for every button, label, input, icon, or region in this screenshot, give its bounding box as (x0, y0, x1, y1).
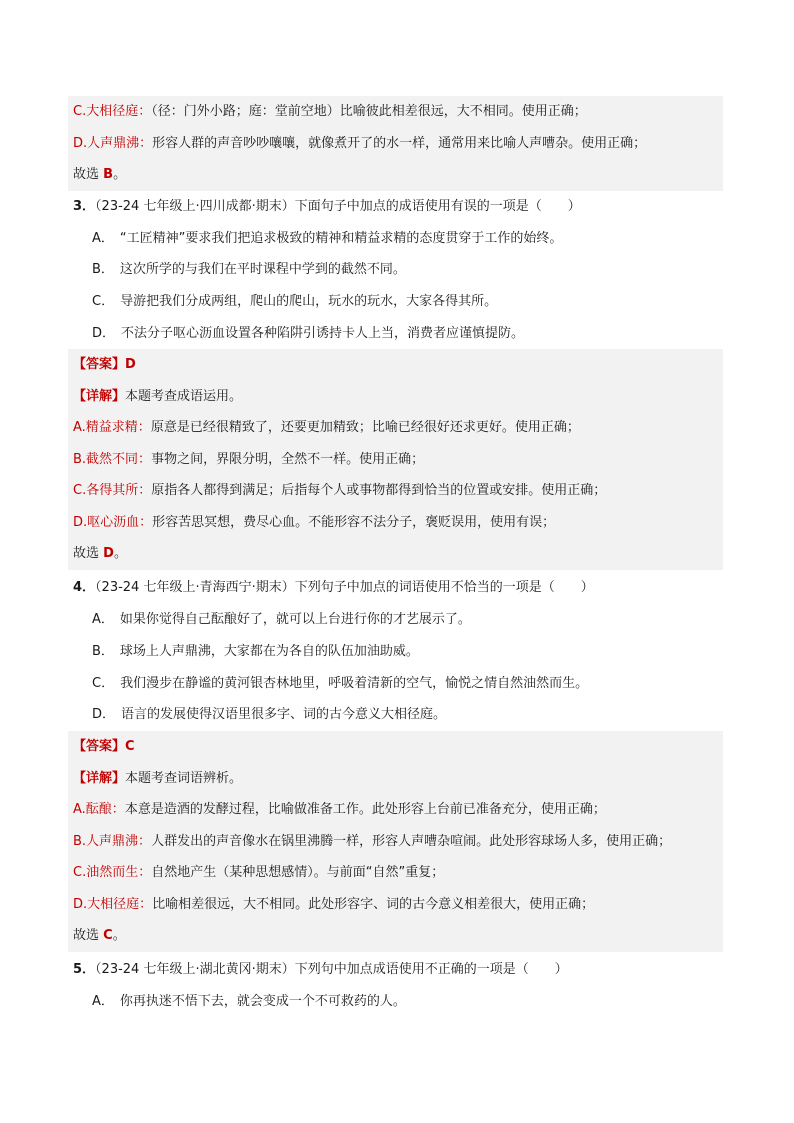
explanation-line (73, 444, 723, 476)
idiom-definition: 形容苦思冥想，费尽心血。不能形容不法分子，褒贬误用，使用有误； (152, 514, 556, 530)
question-4-option-b (92, 636, 419, 667)
question-5-option-a (92, 986, 406, 1017)
option-text: 你再执迷不悟下去，就会变成一个不可救药的人。 (119, 994, 406, 1009)
idiom-definition: 比喻相差很远，大不相同。此处形容字、词的古今意义相差很大，使用正确； (152, 896, 595, 912)
idiom-definition: 原指各人都得到满足；后指每个人或事物都得到恰当的位置或安排。使用正确； (151, 483, 607, 498)
answer-line (73, 349, 723, 381)
conclusion-suffix: 。 (112, 928, 126, 943)
explanation-line (73, 128, 723, 160)
option-text: 不法分子呕心沥血设置各种陷阱引诱持卡人上当，消费者应谨慎提防。 (121, 326, 525, 341)
idiom-definition: 本意是造酒的发酵过程，比喻做准备工作。此处形容上台前已准备充分，使用正确； (124, 802, 606, 817)
option-text: 导游把我们分成两组，爬山的爬山，玩水的玩水，大家各得其所。 (120, 294, 498, 309)
option-text: 如果你觉得自己酝酿好了，就可以上台进行你的才艺展示了。 (119, 612, 471, 627)
conclusion-choice: D (103, 546, 114, 561)
question-5-stem (73, 954, 568, 985)
conclusion-suffix: 。 (113, 167, 127, 182)
conclusion-line (73, 159, 723, 191)
question-text: （23-24 七年级上·四川成都·期末）下面句子中加点的成语使用有误的一项是（ ） (95, 199, 581, 214)
answer-value: D (125, 357, 136, 372)
explanation-line (73, 889, 723, 921)
question-3-stem (73, 191, 581, 222)
idiom-term: D.人声鼎沸： (73, 135, 153, 151)
explanation-line (73, 96, 723, 128)
idiom-term: B.截然不同： (73, 451, 152, 467)
detail-tag: 【详解】 (73, 388, 126, 404)
question-number: 4． (73, 580, 96, 595)
detail-line (73, 763, 723, 795)
explanation-line (73, 412, 723, 444)
idiom-definition: 事物之间，界限分明，全然不一样。使用正确； (151, 451, 425, 467)
detail-intro: 本题考查成语运用。 (125, 388, 243, 404)
question-4-option-c (92, 668, 588, 699)
conclusion-choice: B (103, 167, 114, 182)
conclusion-prefix: 故选 (73, 546, 104, 561)
answer-value: C (125, 739, 135, 754)
option-letter: C． (92, 676, 115, 691)
question-4-answer-block (68, 731, 723, 952)
option-letter: A． (92, 231, 114, 246)
idiom-definition: 人群发出的声音像水在锅里沸腾一样，形容人声嘈杂喧闹。此处形容球场人多，使用正确； (151, 833, 672, 849)
question-number: 5． (73, 962, 96, 977)
answer-tag: 【答案】 (73, 739, 126, 754)
idiom-term: D.呕心沥血： (73, 514, 153, 530)
conclusion-choice: C (103, 928, 113, 943)
option-letter: B． (92, 644, 114, 659)
explanation-line (73, 475, 723, 507)
idiom-term: C.各得其所： (73, 483, 152, 498)
detail-tag: 【详解】 (73, 770, 126, 786)
option-letter: A． (92, 612, 114, 627)
question-3-option-b (92, 254, 406, 285)
question-3-option-d (92, 318, 524, 349)
idiom-term: A.精益求精： (73, 420, 151, 435)
idiom-definition: （径：门外小路；庭：堂前空地）比喻彼此相差很远，大不相同。使用正确； (151, 104, 587, 119)
idiom-term: B.人声鼎沸： (73, 833, 152, 849)
idiom-term: D.大相径庭： (73, 896, 153, 912)
question-text: （23-24 七年级上·湖北黄冈·期末）下列句中加点成语使用不正确的一项是（ ） (95, 962, 568, 977)
option-letter: D． (92, 326, 116, 341)
answer-line (73, 731, 723, 763)
idiom-term: C.大相径庭： (73, 104, 152, 119)
option-text: 球场上人声鼎沸，大家都在为各自的队伍加油助威。 (119, 644, 419, 659)
explanation-line (73, 826, 723, 858)
answer-tag: 【答案】 (73, 357, 126, 372)
explanation-line (73, 507, 723, 539)
option-letter: D． (92, 707, 116, 722)
question-number: 3． (73, 199, 96, 214)
question-text: （23-24 七年级上·青海西宁·期末）下列句子中加点的词语使用不恰当的一项是（ ） (95, 580, 594, 595)
conclusion-prefix: 故选 (73, 928, 104, 943)
conclusion-suffix: 。 (113, 546, 127, 561)
conclusion-line (73, 538, 723, 570)
question-3-option-a (92, 223, 562, 254)
idiom-definition: 自然地产生（某种思想感情）。与前面“自然”重复； (151, 865, 445, 880)
question-4-option-d (92, 699, 446, 730)
top-explanation-block (68, 96, 723, 191)
question-4-stem (73, 572, 594, 603)
explanation-line (73, 857, 723, 889)
question-3-option-c (92, 286, 497, 317)
idiom-definition: 原意是已经很精致了，还要更加精致；比喻已经很好还求更好。使用正确； (150, 420, 580, 435)
option-letter: C． (92, 294, 115, 309)
idiom-definition: 形容人群的声音吵吵嚷嚷，就像煮开了的水一样，通常用来比喻人声嘈杂。使用正确； (152, 135, 647, 151)
idiom-term: C.油然而生： (73, 865, 152, 880)
option-text: 语言的发展使得汉语里很多字、词的古今意义大相径庭。 (121, 707, 447, 722)
option-letter: B． (92, 262, 114, 277)
option-text: 我们漫步在静谧的黄河银杏林地里，呼吸着清新的空气，愉悦之情自然油然而生。 (120, 676, 589, 691)
conclusion-prefix: 故选 (73, 167, 104, 182)
detail-intro: 本题考查词语辨析。 (125, 770, 243, 786)
detail-line (73, 381, 723, 413)
option-text: “工匠精神”要求我们把追求极致的精神和精益求精的态度贯穿于工作的始终。 (119, 231, 563, 246)
option-letter: A． (92, 994, 114, 1009)
explanation-line (73, 794, 723, 826)
question-3-answer-block (68, 349, 723, 570)
conclusion-line (73, 920, 723, 952)
option-text: 这次所学的与我们在平时课程中学到的截然不同。 (119, 262, 406, 277)
idiom-term: A.酝酿： (73, 802, 125, 817)
question-4-option-a (92, 604, 471, 635)
